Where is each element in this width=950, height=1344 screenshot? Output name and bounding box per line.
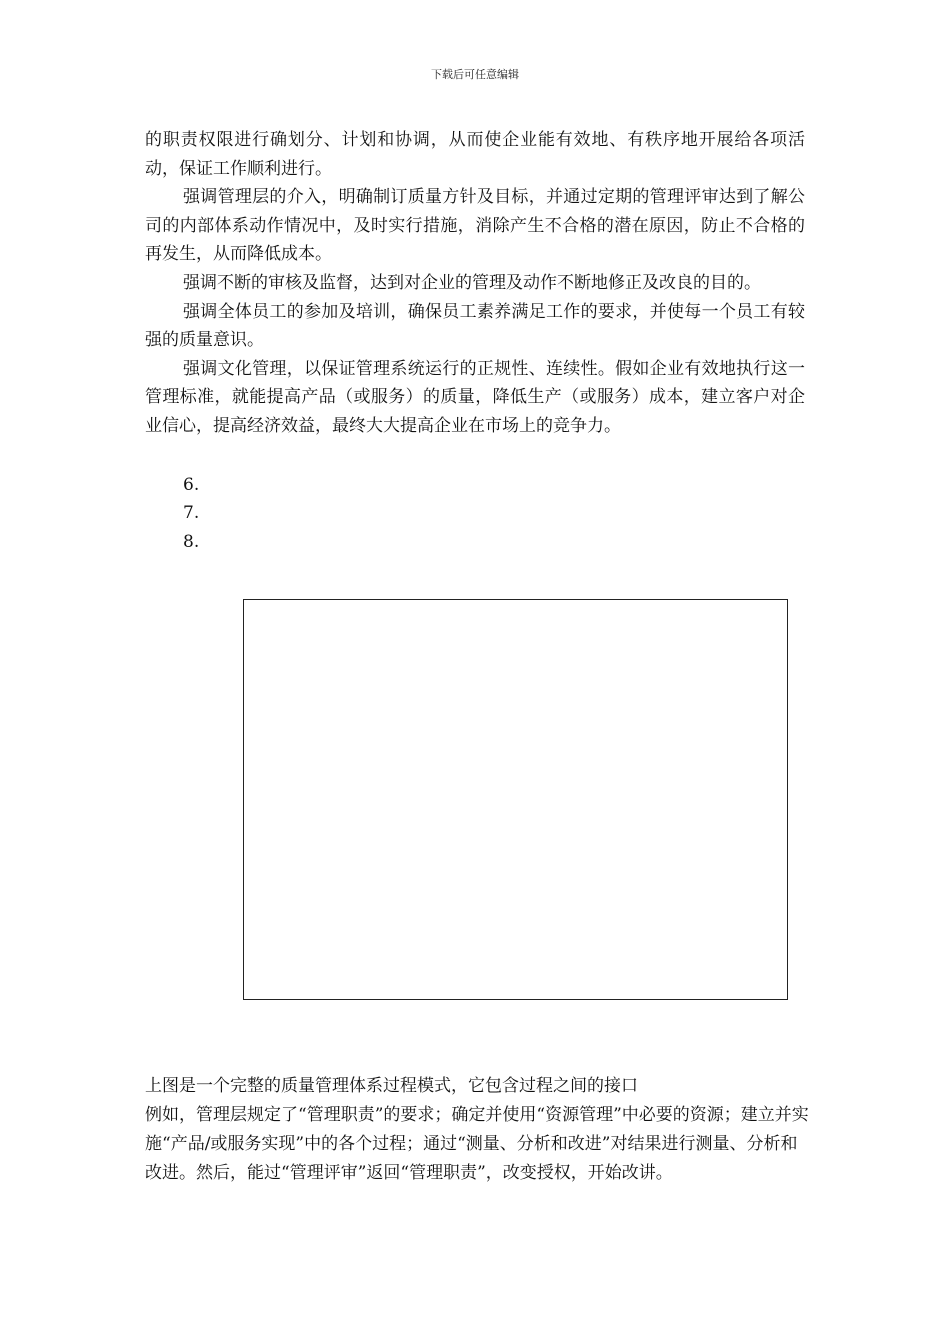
paragraph-management-involvement: 强调管理层的介入，明确制订质量方针及目标，并通过定期的管理评审达到了解公司的内部体系动作情况中，及时实行措施，消除产生不合格的潜在原因，防止不合格的再发生，从而降低成本。 xyxy=(145,187,805,265)
page-header-note: 下载后可任意编辑 xyxy=(431,68,519,81)
list-item: 8. xyxy=(183,531,200,552)
paragraph-staff-training: 强调全体员工的参加及培训，确保员工素养满足工作的要求，并使每一个员工有较强的质量意识。 xyxy=(145,301,805,351)
list-item: 6. xyxy=(183,474,200,495)
numbered-list xyxy=(145,471,805,557)
caption-explanation: 例如，管理层规定了“管理职责”的要求；确定并使用“资源管理”中必要的资源；建立并实施“产品/或服务实现”中的各个过程；通过“测量、分析和改进”对结果进行测量、分析和改进。然后，能过“管理评审”返回“管理职责”，改变授权，开始改讲。 xyxy=(145,1105,809,1183)
paragraph-audit-supervision: 强调不断的审核及监督，达到对企业的管理及动作不断地修正及改良的目的。 xyxy=(183,272,761,293)
body-text xyxy=(145,126,805,556)
list-item: 7. xyxy=(183,503,200,524)
paragraph-responsibilities: 的职责权限进行确划分、计划和协调，从而使企业能有效地、有秩序地开展给各项活动，保证工作顺利进行。 xyxy=(145,130,805,179)
figure-caption xyxy=(145,1072,810,1188)
process-model-figure-frame xyxy=(243,599,788,1000)
caption-line: 上图是一个完整的质量管理体系过程模式，它包含过程之间的接口 xyxy=(145,1076,638,1096)
paragraph-culture-management: 强调文化管理，以保证管理系统运行的正规性、连续性。假如企业有效地执行这一管理标准，就能提高产品（或服务）的质量，降低生产（或服务）成本，建立客户对企业信心，提高经济效益，最终大大提高企业在市场上的竞争力。 xyxy=(145,358,805,436)
